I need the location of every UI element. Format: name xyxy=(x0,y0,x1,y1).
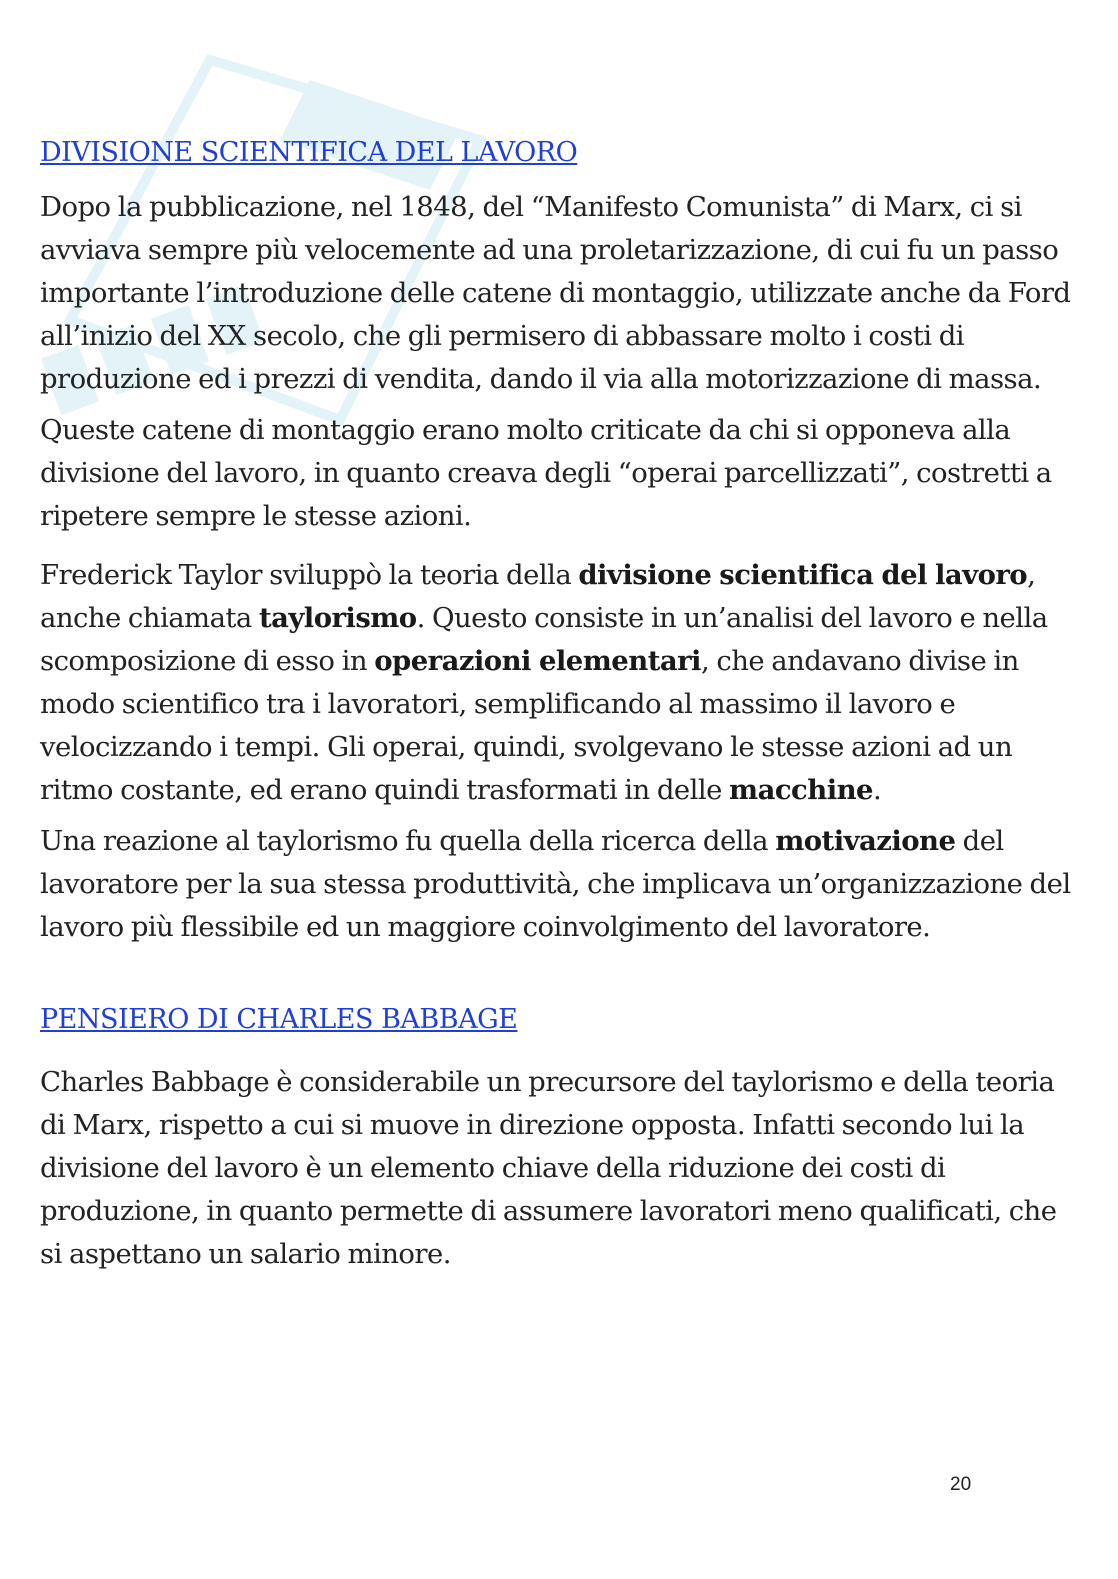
bold-term: operazioni elementari xyxy=(374,645,701,677)
document-page xyxy=(40,128,1080,1276)
bold-term: divisione scientifica del lavoro xyxy=(578,559,1028,591)
paragraph-motivazione: Una reazione al taylorismo fu quella della ricerca della motivazione del lavoratore per la sua stessa produttività, che implicava un’organizzazione del lavoro più flessibile ed un maggiore coinvolgimento del lavoratore. xyxy=(40,825,1071,943)
bold-term: macchine xyxy=(729,774,873,806)
bold-term: motivazione xyxy=(775,825,956,857)
page-number: 20 xyxy=(950,1474,972,1495)
paragraph-catene: Queste catene di montaggio erano molto criticate da chi si opponeva alla divisione del lavoro, in quanto creava degli “operai parcellizzati”, costretti a ripetere sempre le stesse azioni. xyxy=(40,414,1052,532)
paragraph-manifesto: Dopo la pubblicazione, nel 1848, del “Manifesto Comunista” di Marx, ci si avviava sempre più velocemente ad una proletarizzazione, di cui fu un passo importante l’introduzione delle catene di montaggio, utilizzate anche da Ford all’inizio del XX secolo, che gli permisero di abbassare molto i costi di produzione ed i prezzi di vendita, dando il via alla motorizzazione di massa. xyxy=(40,191,1071,395)
section-heading-divisione: DIVISIONE SCIENTIFICA DEL LAVORO xyxy=(40,137,578,168)
paragraph-taylor: Frederick Taylor sviluppò la teoria della divisione scientifica del lavoro, anche chiamata taylorismo. Questo consiste in un’analisi del lavoro e nella scomposizione di esso in operazioni elementari, che andavano divise in modo scientifico tra i lavoratori, semplificando al massimo il lavoro e velocizzando i tempi. Gli operai, quindi, svolgevano le stesse azioni ad un ritmo costante, ed erano quindi trasformati in delle macchine. xyxy=(40,559,1048,806)
paragraph-babbage: Charles Babbage è considerabile un precursore del taylorismo e della teoria di Marx, rispetto a cui si muove in direzione opposta. Infatti secondo lui la divisione del lavoro è un elemento chiave della riduzione dei costi di produzione, in quanto permette di assumere lavoratori meno qualificati, che si aspettano un salario minore. xyxy=(40,1066,1057,1270)
bold-term: taylorismo xyxy=(258,602,417,634)
section-heading-babbage: PENSIERO DI CHARLES BABBAGE xyxy=(40,1004,518,1035)
